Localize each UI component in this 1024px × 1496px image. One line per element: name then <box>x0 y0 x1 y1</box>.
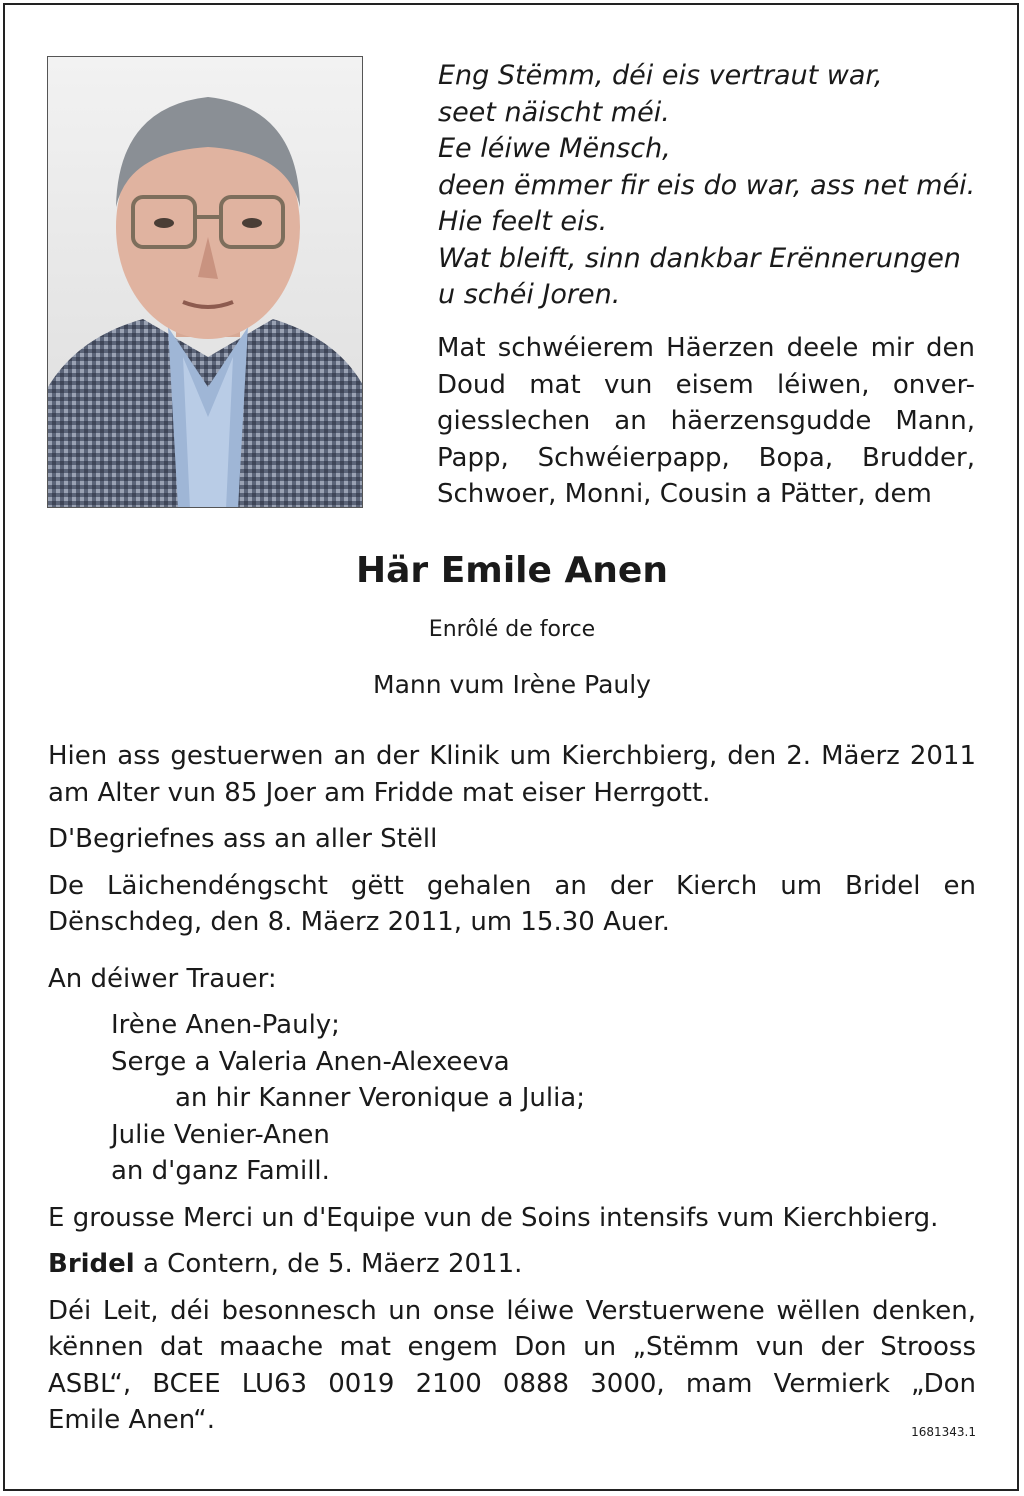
mourners-heading: An déiwer Trauer: <box>48 963 277 994</box>
deceased-name: Här Emile Anen <box>356 550 668 591</box>
intro-line: Papp, Schwéierpapp, Bopa, Brudder, <box>437 442 975 473</box>
portrait-icon <box>48 57 363 508</box>
mourner-line: an d'ganz Famill. <box>111 1156 330 1186</box>
reference-number: 1681343.1 <box>911 1425 976 1439</box>
mourner-line: Julie Venier-Anen <box>111 1119 330 1150</box>
place-date-text: a Contern, de 5. Mäerz 2011. <box>134 1249 523 1279</box>
service-line: Dënschdeg, den 8. Mäerz 2011, um 15.30 Auer. <box>48 907 670 937</box>
mourner-line: Irène Anen-Pauly; <box>111 1010 340 1040</box>
poem-line: u schéi Joren. <box>438 279 621 310</box>
thanks-text: E grousse Merci un d'Equipe vun de Soins intensifs vum Kierchbierg. <box>48 1202 939 1233</box>
donation-line: Emile Anen“. <box>48 1405 216 1435</box>
intro-line: giesslechen an häerzensgudde Mann, <box>437 406 975 436</box>
service-line: De Läichendéngscht gëtt gehalen an der Kierch um Bridel en <box>48 870 976 901</box>
death-line: am Alter vun 85 Joer am Fridde mat eiser Herrgott. <box>48 777 711 808</box>
mourner-line: Serge a Valeria Anen-Alexeeva <box>111 1046 510 1077</box>
poem-line: Ee léiwe Mënsch, <box>438 133 671 164</box>
deceased-spouse: Mann vum Irène Pauly <box>373 670 651 699</box>
intro-line: Schwoer, Monni, Cousin a Pätter, dem <box>437 479 932 509</box>
deceased-note: Enrôlé de force <box>428 617 596 642</box>
poem <box>438 58 983 314</box>
poem-line: seet näischt méi. <box>438 96 670 128</box>
donation-line: Déi Leit, déi besonnesch un onse léiwe Verstuerwene wëllen denken, <box>48 1295 976 1326</box>
portrait-photo <box>47 56 363 508</box>
mourner-line: an hir Kanner Veronique a Julia; <box>175 1083 585 1113</box>
poem-line: deen ëmmer fir eis do war, ass net méi. <box>438 169 976 201</box>
place-name: Bridel <box>48 1249 135 1279</box>
intro-line: Doud mat vun eisem léiwen, onver- <box>437 369 975 400</box>
intro-line: Mat schwéierem Häerzen deele mir den <box>437 333 975 363</box>
death-line: Hien ass gestuerwen an der Klinik um Kierchbierg, den 2. Mäerz 2011 <box>48 741 976 771</box>
poem-line: Hie feelt eis. <box>438 206 608 237</box>
donation-line: kënnen dat maache mat engem Don un „Stëmm vun der Strooss <box>48 1332 976 1362</box>
burial-text: D'Begriefnes ass an aller Stëll <box>48 824 438 854</box>
place-date <box>48 1246 976 1283</box>
intro-paragraph <box>437 330 975 513</box>
poem-line: Eng Stëmm, déi eis vertraut war, <box>438 60 883 91</box>
announcement-body <box>48 738 976 1439</box>
donation-line: ASBL“, BCEE LU63 0019 2100 0888 3000, mam Vermierk „Don <box>48 1368 976 1399</box>
poem-line: Wat bleift, sinn dankbar Erënnerungen <box>438 242 961 274</box>
